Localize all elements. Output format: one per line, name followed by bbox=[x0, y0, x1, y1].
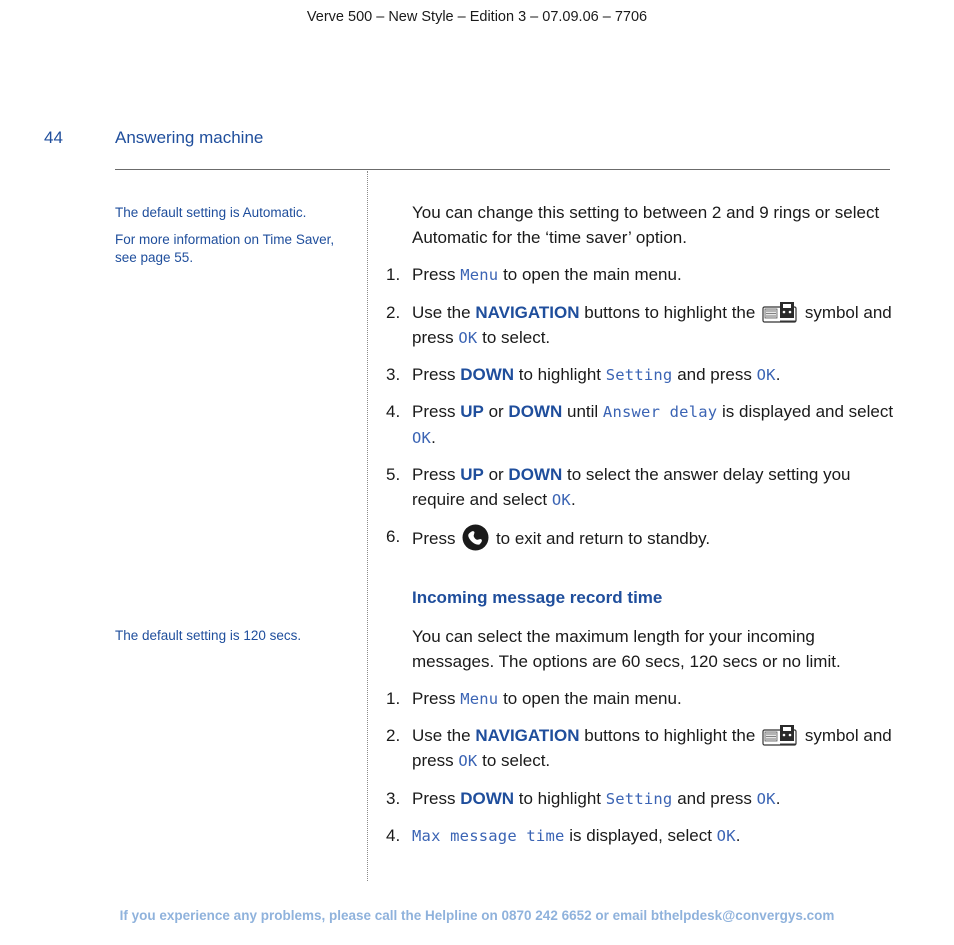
key-up: UP bbox=[460, 465, 484, 484]
running-header: Verve 500 – New Style – Edition 3 – 07.09.06 – 7706 bbox=[306, 9, 648, 25]
step-text: to open the main menu. bbox=[503, 689, 682, 708]
step-text: to select. bbox=[482, 328, 551, 347]
step-text: Press bbox=[412, 529, 456, 548]
answer-delay-step-2 bbox=[386, 300, 896, 351]
step-number: 1. bbox=[386, 265, 401, 284]
step-text: to highlight bbox=[518, 365, 601, 384]
step-text: . bbox=[775, 789, 781, 808]
key-down: DOWN bbox=[460, 365, 515, 384]
lcd-ok: OK bbox=[756, 790, 776, 808]
page-number: 44 bbox=[44, 128, 63, 147]
answer-delay-step-3 bbox=[386, 362, 896, 388]
header-rule bbox=[115, 169, 890, 170]
step-text: Press bbox=[412, 465, 456, 484]
lcd-ok: OK bbox=[412, 429, 432, 447]
lcd-ok: OK bbox=[458, 329, 478, 347]
lcd-ok: OK bbox=[756, 366, 776, 384]
step-text: symbol and press bbox=[412, 303, 892, 347]
step-text: . bbox=[570, 490, 576, 509]
answer-delay-step-4 bbox=[386, 399, 896, 451]
lcd-max-message-time: Max message time bbox=[412, 827, 565, 845]
section-title: Answering machine bbox=[115, 128, 264, 147]
step-text: . bbox=[735, 826, 741, 845]
key-down: DOWN bbox=[460, 789, 515, 808]
sidebar-note-default-120: The default setting is 120 secs. bbox=[115, 628, 302, 643]
step-text: Press bbox=[412, 789, 456, 808]
step-text: . bbox=[431, 428, 436, 447]
sidebar-note-default-automatic: The default setting is Automatic. bbox=[115, 205, 307, 220]
step-text: and press bbox=[677, 789, 752, 808]
step-text: Use the bbox=[412, 303, 471, 322]
step-text: to exit and return to standby. bbox=[495, 529, 711, 548]
step-text: Press bbox=[412, 265, 456, 284]
step-text: symbol and press bbox=[412, 726, 892, 770]
key-down: DOWN bbox=[508, 402, 563, 421]
key-up: UP bbox=[460, 402, 484, 421]
step-text: Use the bbox=[412, 726, 471, 745]
step-number: 4. bbox=[386, 402, 401, 421]
step-text: until bbox=[566, 402, 599, 421]
answer-delay-step-5 bbox=[386, 462, 896, 513]
step-text: Press bbox=[412, 365, 456, 384]
sidebar-note-time-saver: For more information on Time Saver, see page 55. bbox=[115, 232, 335, 265]
step-number: 4. bbox=[386, 826, 401, 845]
answering-machine-icon bbox=[762, 723, 798, 747]
step-text: . bbox=[775, 365, 781, 384]
step-text: to open the main menu. bbox=[503, 265, 682, 284]
lcd-ok: OK bbox=[458, 752, 478, 770]
step-text: to highlight bbox=[518, 789, 601, 808]
record-time-step-1 bbox=[386, 686, 896, 712]
lcd-answer-delay: Answer delay bbox=[602, 403, 718, 421]
answer-delay-intro: You can change this setting to between 2 and 9 rings or select Automatic for the ‘time saver’ option. bbox=[412, 203, 880, 247]
step-text: or bbox=[488, 465, 504, 484]
lcd-ok: OK bbox=[716, 827, 736, 845]
answering-machine-icon bbox=[762, 300, 798, 324]
key-navigation: NAVIGATION bbox=[475, 726, 580, 745]
step-text: or bbox=[488, 402, 504, 421]
end-call-icon bbox=[462, 524, 489, 551]
record-time-step-2 bbox=[386, 723, 896, 774]
step-number: 2. bbox=[386, 726, 401, 745]
step-text: is displayed, select bbox=[569, 826, 712, 845]
step-text: and press bbox=[677, 365, 752, 384]
step-text: Press bbox=[412, 402, 456, 421]
key-navigation: NAVIGATION bbox=[475, 303, 580, 322]
record-time-step-4 bbox=[386, 823, 896, 849]
lcd-ok: OK bbox=[551, 491, 571, 509]
step-number: 1. bbox=[386, 689, 401, 708]
step-text: Press bbox=[412, 689, 456, 708]
step-text: to select. bbox=[482, 751, 551, 770]
step-number: 3. bbox=[386, 789, 401, 808]
lcd-menu: Menu bbox=[460, 266, 499, 284]
record-time-step-3 bbox=[386, 786, 896, 812]
helpline-footer: If you experience any problems, please call the Helpline on 0870 242 6652 or email bthelpdesk@convergys.com bbox=[119, 908, 835, 923]
record-time-intro: You can select the maximum length for your incoming messages. The options are 60 secs, 120 secs or no limit. bbox=[412, 627, 841, 671]
lcd-menu: Menu bbox=[460, 690, 499, 708]
step-text: is displayed and select bbox=[722, 402, 894, 421]
answer-delay-step-1 bbox=[386, 262, 896, 288]
step-text: buttons to highlight the bbox=[584, 726, 756, 745]
lcd-setting: Setting bbox=[605, 366, 673, 384]
step-text: to select the answer delay setting you require and select bbox=[412, 465, 851, 509]
lcd-setting: Setting bbox=[605, 790, 673, 808]
step-number: 2. bbox=[386, 303, 401, 322]
column-divider bbox=[367, 171, 368, 881]
key-down: DOWN bbox=[508, 465, 563, 484]
subheading-record-time: Incoming message record time bbox=[412, 588, 663, 607]
step-text: buttons to highlight the bbox=[584, 303, 756, 322]
step-number: 6. bbox=[386, 527, 401, 546]
answer-delay-step-6 bbox=[386, 524, 896, 551]
step-number: 3. bbox=[386, 365, 401, 384]
step-number: 5. bbox=[386, 465, 401, 484]
